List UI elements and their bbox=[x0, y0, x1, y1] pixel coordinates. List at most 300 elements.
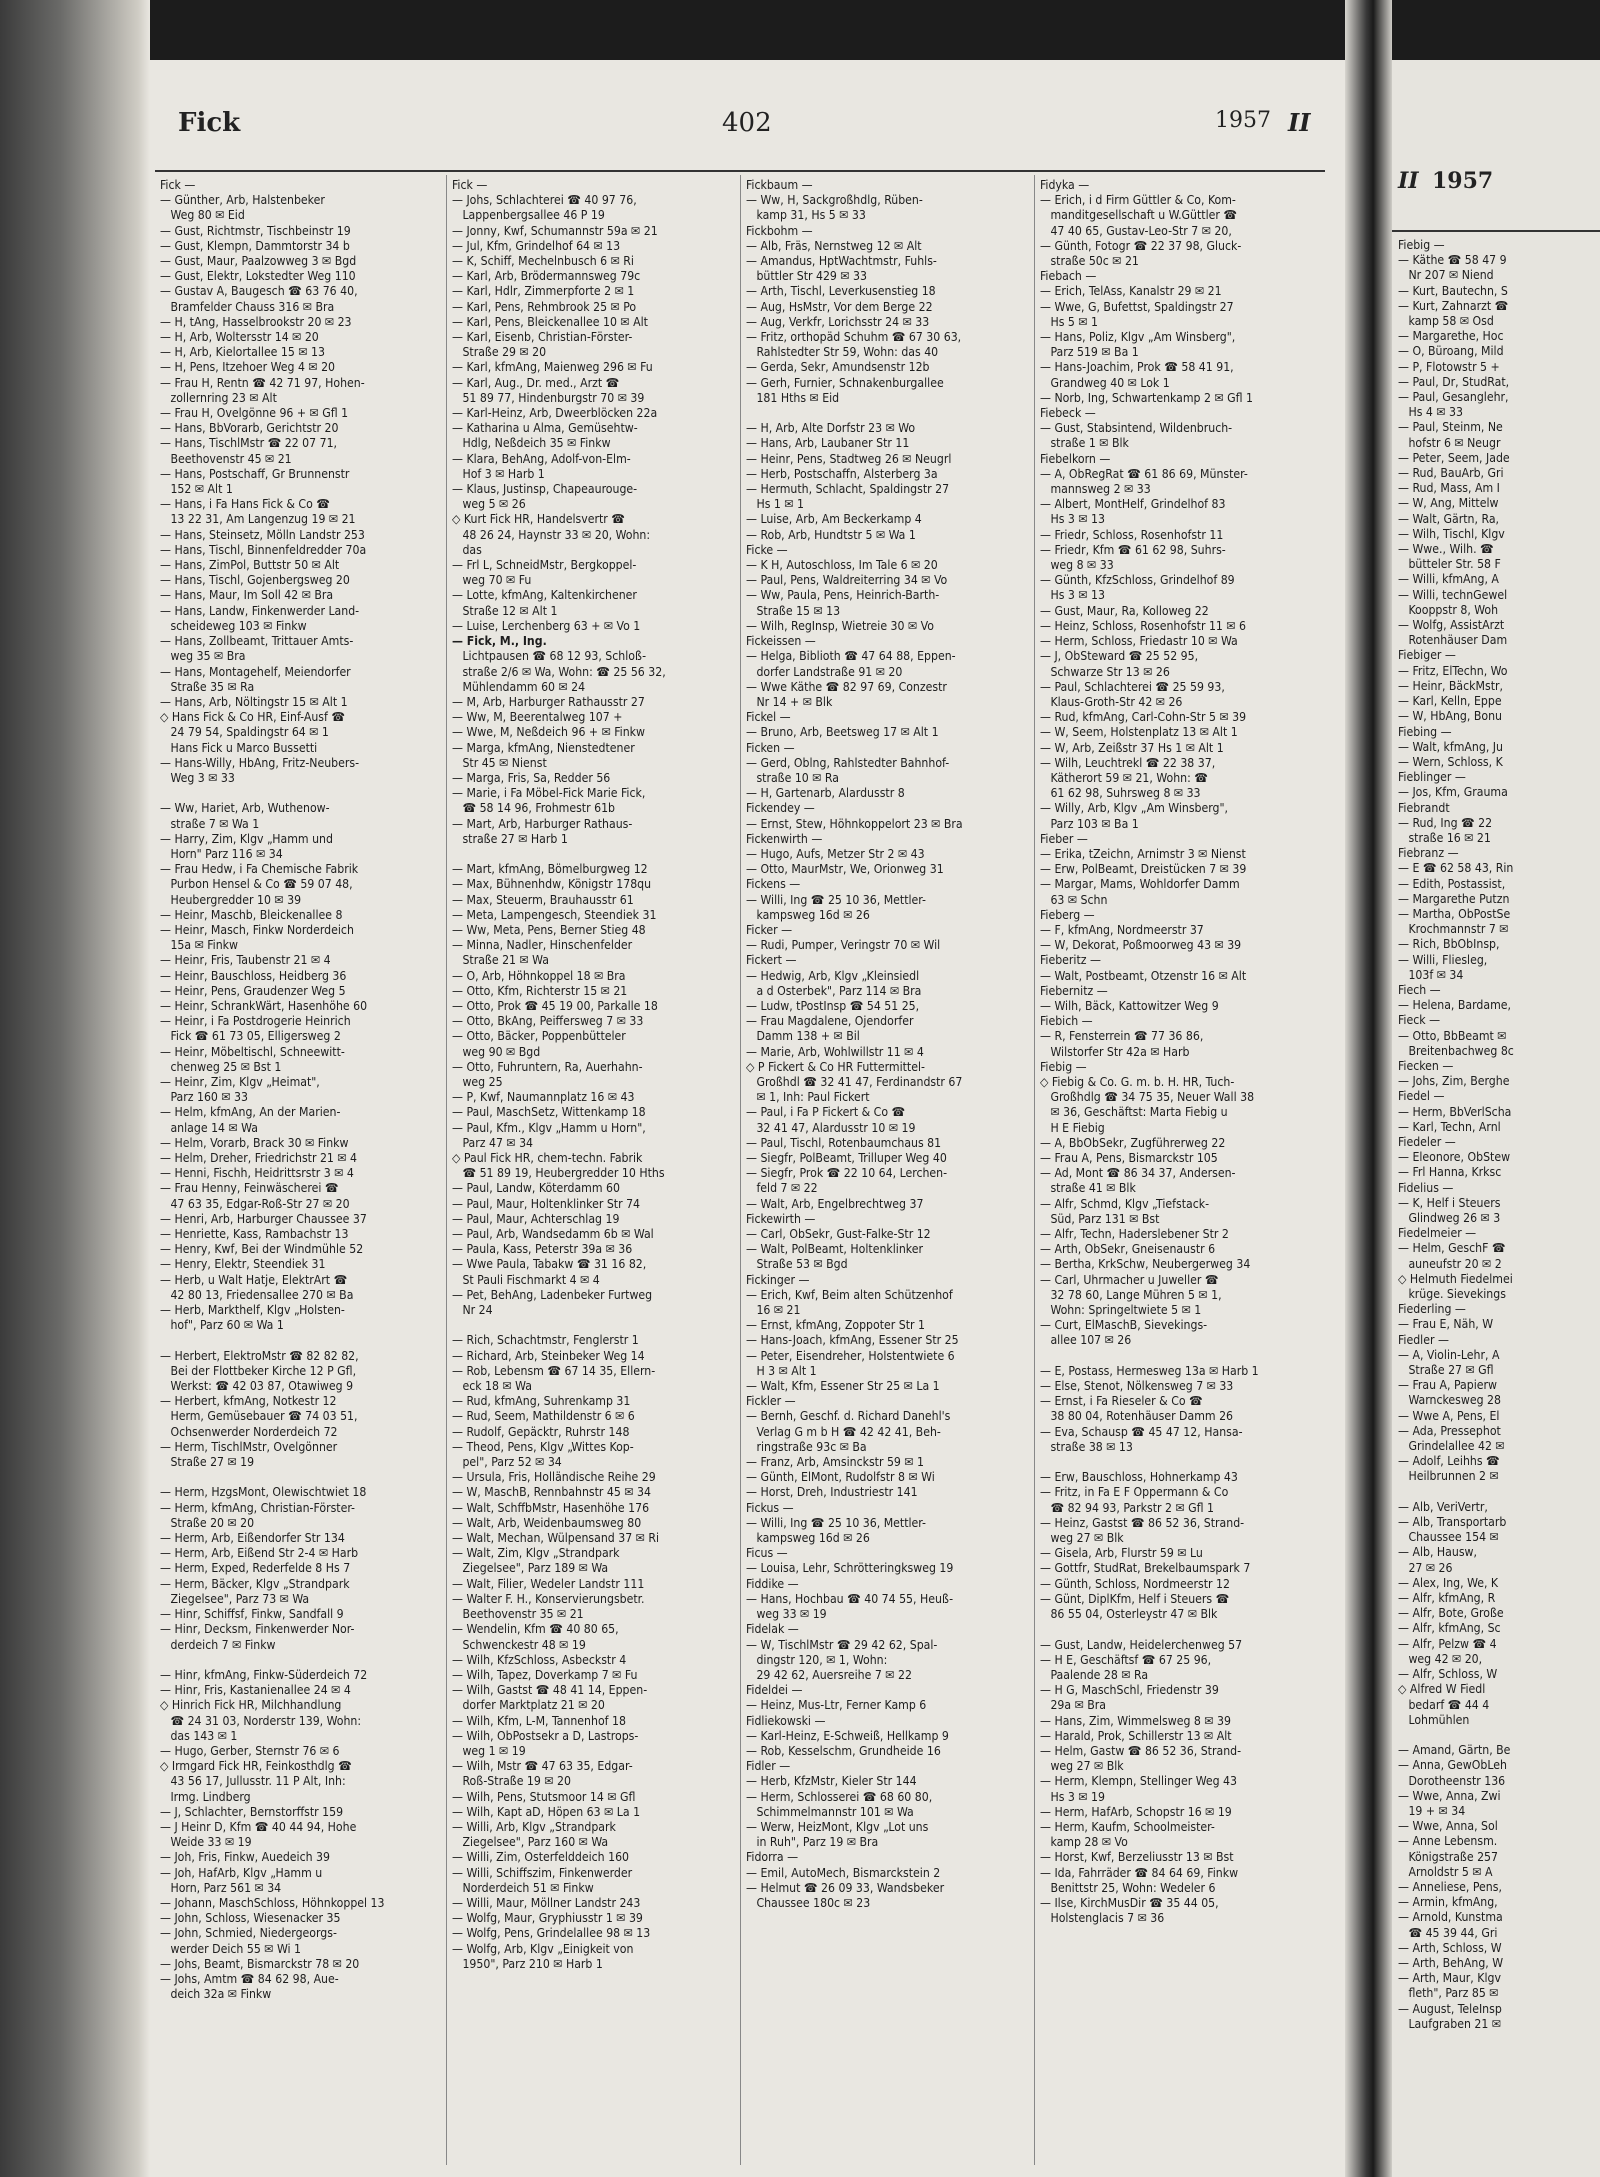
directory-entry-line: straße 10 ✉ Ra bbox=[746, 770, 839, 785]
directory-entry-line: — Helga, Biblioth ☎ 47 64 88, Eppen- bbox=[746, 649, 956, 664]
directory-entry-line: — Walt, Filier, Wedeler Landstr 111 bbox=[452, 1576, 645, 1591]
directory-entry-line: — Alfr, kfmAng, R bbox=[1398, 1591, 1496, 1606]
directory-entry-line: — Albert, MontHelf, Grindelhof 83 bbox=[1040, 497, 1226, 512]
directory-entry-line: — Rud, Seem, Mathildenstr 6 ✉ 6 bbox=[452, 1409, 635, 1424]
directory-entry-line: — John, Schloss, Wiesenacker 35 bbox=[160, 1911, 341, 1926]
directory-entry-line: Straße 15 ✉ 13 bbox=[746, 603, 841, 618]
directory-entry-line: — Willi, Maur, Möllner Landstr 243 bbox=[452, 1895, 641, 1910]
directory-entry-line: 19 + ✉ 34 bbox=[1398, 1803, 1466, 1818]
directory-entry-line: 86 55 04, Osterleystr 47 ✉ Blk bbox=[1040, 1607, 1218, 1622]
directory-entry-line: — Theod, Pens, Klgv „Wittes Kop- bbox=[452, 1439, 634, 1454]
surname-heading: Fidliekowski — bbox=[746, 1713, 826, 1728]
directory-entry-line: H E Fiebig bbox=[1040, 1120, 1105, 1135]
directory-entry-line: Großhdl ☎ 32 41 47, Ferdinandstr 67 bbox=[746, 1074, 963, 1089]
directory-entry-line: bütteler Str. 58 F bbox=[1398, 557, 1501, 572]
directory-entry-line: — Carl, ObSekr, Gust-Falke-Str 12 bbox=[746, 1227, 931, 1242]
directory-entry-line: dingstr 120, ✉ 1, Wohn: bbox=[746, 1652, 888, 1667]
directory-entry-line: Horn, Parz 561 ✉ 34 bbox=[160, 1880, 282, 1895]
directory-entry-line: 32 78 60, Lange Mühren 5 ✉ 1, bbox=[1040, 1287, 1222, 1302]
directory-entry-line: 47 40 65, Gustav-Leo-Str 7 ✉ 20, bbox=[1040, 223, 1232, 238]
directory-entry-line: — Hans, Landw, Finkenwerder Land- bbox=[160, 603, 360, 618]
directory-entry-line: 24 79 54, Spaldingstr 64 ✉ 1 bbox=[160, 725, 329, 740]
directory-entry-line: kamp 28 ✉ Vo bbox=[1040, 1835, 1128, 1850]
surname-heading: Fiebelkorn — bbox=[1040, 451, 1111, 466]
surname-heading: Fiebach — bbox=[1040, 269, 1097, 284]
directory-entry-line: Ziegelsee", Parz 189 ✉ Wa bbox=[452, 1561, 609, 1576]
directory-entry-line: — Herb, KfzMstr, Kieler Str 144 bbox=[746, 1774, 917, 1789]
surname-heading: Fiedelmeier — bbox=[1398, 1226, 1477, 1241]
directory-entry-line: Irmg. Lindberg bbox=[160, 1789, 251, 1804]
directory-entry-line: 32 41 47, Alardusstr 10 ✉ 19 bbox=[746, 1120, 916, 1135]
directory-entry-line: — Alfr, Bote, Große bbox=[1398, 1606, 1504, 1621]
directory-entry-line: ☎ 51 89 19, Heubergredder 10 Hths bbox=[452, 1166, 665, 1181]
directory-entry-line: straße 2/6 ✉ Wa, Wohn: ☎ 25 56 32, bbox=[452, 664, 666, 679]
directory-entry-line: — Mart, kfmAng, Bömelburgweg 12 bbox=[452, 862, 648, 877]
directory-entry-line: Ziegelsee", Parz 73 ✉ Wa bbox=[160, 1591, 310, 1606]
surname-heading: Fieber — bbox=[1040, 831, 1088, 846]
directory-entry-line: 16 ✉ 21 bbox=[746, 1303, 801, 1318]
directory-entry-line: — Harry, Zim, Klgv „Hamm und bbox=[160, 831, 333, 846]
directory-entry-line: kampsweg 16d ✉ 26 bbox=[746, 907, 870, 922]
directory-entry-line: — Fritz, in Fa E F Oppermann & Co bbox=[1040, 1485, 1229, 1500]
directory-entry-line: — Friedr, Kfm ☎ 61 62 98, Suhrs- bbox=[1040, 542, 1226, 557]
directory-entry-line: — Günther, Arb, Halstenbeker bbox=[160, 193, 325, 208]
directory-entry-line: — Louisa, Lehr, Schrötteringksweg 19 bbox=[746, 1561, 954, 1576]
directory-entry-line: — Herm, HzgsMont, Olewischtwiet 18 bbox=[160, 1485, 367, 1500]
directory-entry-line bbox=[1040, 1349, 1335, 1364]
directory-entry-line: — Heinr, Fris, Taubenstr 21 ✉ 4 bbox=[160, 953, 331, 968]
directory-entry-line: — Walter F. H., Konservierungsbetr. bbox=[452, 1591, 645, 1606]
directory-entry-line: — Willi, Schiffszim, Finkenwerder bbox=[452, 1865, 633, 1880]
directory-entry-line: — Wilh, Bäck, Kattowitzer Weg 9 bbox=[1040, 998, 1219, 1013]
book-spine bbox=[1345, 0, 1392, 2177]
surname-heading: Fidyka — bbox=[1040, 178, 1090, 192]
directory-entry-line: — R, Fensterrein ☎ 77 36 86, bbox=[1040, 1029, 1204, 1044]
directory-entry-line: — Ida, Fahrräder ☎ 84 64 69, Finkw bbox=[1040, 1865, 1239, 1880]
directory-entry-line: — Karl, Eisenb, Christian-Förster- bbox=[452, 330, 633, 345]
directory-entry-line: — Erw, Bauschloss, Hohnerkamp 43 bbox=[1040, 1470, 1238, 1485]
directory-entry-line: — Karl, Arb, Brödermannsweg 79c bbox=[452, 269, 641, 284]
directory-entry-line: — Eleonore, ObStew bbox=[1398, 1150, 1511, 1165]
surname-heading: Fickinger — bbox=[746, 1272, 810, 1287]
directory-entry-line: — Herm, kfmAng, Christian-Förster- bbox=[160, 1500, 356, 1515]
directory-entry-line: — Frau Hedw, i Fa Chemische Fabrik bbox=[160, 862, 359, 877]
directory-entry-line: straße 16 ✉ 21 bbox=[1398, 830, 1491, 845]
directory-entry-line: — Wilh, Kfm, L-M, Tannenhof 18 bbox=[452, 1713, 626, 1728]
directory-entry-line: — Hans, Tischl, Binnenfeldredder 70a bbox=[160, 542, 367, 557]
directory-entry-line: — John, Schmied, Niedergeorgs- bbox=[160, 1926, 337, 1941]
directory-entry-line: Straße 27 ✉ Gfl bbox=[1398, 1363, 1494, 1378]
directory-entry-line: — Herm, Schloss, Friedastr 10 ✉ Wa bbox=[1040, 634, 1238, 649]
surname-heading: Fiebich — bbox=[1040, 1014, 1093, 1029]
directory-entry-line: — Frau E, Näh, W bbox=[1398, 1317, 1494, 1332]
book-left-edge bbox=[0, 0, 150, 2177]
directory-entry-line: — Wilh, ObPostsekr a D, Lastrops- bbox=[452, 1728, 639, 1743]
directory-entry-line: ◇ Hinrich Fick HR, Milchhandlung bbox=[160, 1698, 342, 1713]
directory-entry-line: — Heinr, SchrankWärt, Hasenhöhe 60 bbox=[160, 998, 368, 1013]
directory-entry-line: — Paula, Kass, Peterstr 39a ✉ 36 bbox=[452, 1242, 633, 1257]
directory-entry-line: — H, Arb, Kielortallee 15 ✉ 13 bbox=[160, 345, 325, 360]
directory-entry-line: Kooppstr 8, Woh bbox=[1398, 602, 1499, 617]
directory-entry-line: — Karl, Pens, Rehmbrook 25 ✉ Po bbox=[452, 299, 637, 314]
directory-entry-line: — Alfr, kfmAng, Sc bbox=[1398, 1621, 1501, 1636]
directory-entry-line: — Walt, kfmAng, Ju bbox=[1398, 739, 1503, 754]
directory-entry-line: — K, Schiff, Mechelnbusch 6 ✉ Ri bbox=[452, 254, 634, 269]
directory-entry-line: — Paul, Schlachterei ☎ 25 59 93, bbox=[1040, 679, 1225, 694]
directory-entry-line: — Willi, technGewel bbox=[1398, 587, 1508, 602]
surname-heading: Fiecken — bbox=[1398, 1058, 1454, 1073]
directory-entry-line: weg 90 ✉ Bgd bbox=[452, 1044, 541, 1059]
directory-entry-line: Lappenbergsallee 46 P 19 bbox=[452, 208, 605, 223]
directory-entry-line: — Walt, Postbeamt, Otzenstr 16 ✉ Alt bbox=[1040, 968, 1247, 983]
directory-entry-line: — Herm, Kaufm, Schoolmeister- bbox=[1040, 1819, 1215, 1834]
directory-year: 1957 bbox=[1215, 108, 1271, 133]
directory-entry-line: — Heinr, Pens, Stadtweg 26 ✉ Neugrl bbox=[746, 451, 952, 466]
directory-entry-line: Purbon Hensel & Co ☎ 59 07 48, bbox=[160, 877, 353, 892]
directory-entry-line: Weg 3 ✉ 33 bbox=[160, 770, 235, 785]
directory-entry-line: Benittstr 25, Wohn: Wedeler 6 bbox=[1040, 1880, 1216, 1895]
column-3 bbox=[746, 178, 1036, 1911]
directory-entry-line: — Friedr, Schloss, Rosenhofstr 11 bbox=[1040, 527, 1224, 542]
directory-entry-line: — Willi, Ing ☎ 25 10 36, Mettler- bbox=[746, 892, 926, 907]
directory-entry-line: Kätherort 59 ✉ 21, Wohn: ☎ bbox=[1040, 770, 1208, 785]
directory-entry-line bbox=[160, 1470, 450, 1485]
directory-entry-line: — Mart, Arb, Harburger Rathaus- bbox=[452, 816, 633, 831]
directory-entry-line: — Hans, Arb, Laubaner Str 11 bbox=[746, 436, 910, 451]
directory-entry-line: — Wwe, G, Bufettst, Spaldingstr 27 bbox=[1040, 299, 1234, 314]
directory-entry-line: Straße 53 ✉ Bgd bbox=[746, 1257, 848, 1272]
directory-entry-line: — Henriette, Kass, Rambachstr 13 bbox=[160, 1227, 349, 1242]
directory-entry-line: 51 89 77, Hindenburgstr 70 ✉ 39 bbox=[452, 390, 645, 405]
directory-entry-line: Fick ☎ 61 73 05, Elligersweg 2 bbox=[160, 1029, 341, 1044]
directory-entry-line: 47 63 35, Edgar-Roß-Str 27 ✉ 20 bbox=[160, 1196, 350, 1211]
directory-entry-line: — H, Arb, Woltersstr 14 ✉ 20 bbox=[160, 330, 319, 345]
directory-entry-line: — Horst, Kwf, Berzeliusstr 13 ✉ Bst bbox=[1040, 1850, 1234, 1865]
surname-heading: Ficken — bbox=[746, 740, 795, 755]
surname-heading: Fickel — bbox=[746, 710, 791, 725]
directory-entry-line: Werkst: ☎ 42 03 87, Otawiweg 9 bbox=[160, 1379, 354, 1394]
directory-entry-line: — Karl, Aug., Dr. med., Arzt ☎ bbox=[452, 375, 620, 390]
directory-entry-line: — E ☎ 62 58 43, Rin bbox=[1398, 861, 1514, 876]
directory-entry-line: — Wwe Käthe ☎ 82 97 69, Conzestr bbox=[746, 679, 947, 694]
directory-entry-line: — Gust, Klempn, Dammtorstr 34 b bbox=[160, 238, 350, 253]
directory-entry-line: — Gust, Stabsintend, Wildenbruch- bbox=[1040, 421, 1233, 436]
directory-entry-line: — Johs, Zim, Berghe bbox=[1398, 1074, 1510, 1089]
directory-entry-line: Ziegelsee", Parz 160 ✉ Wa bbox=[452, 1835, 609, 1850]
directory-entry-line: — Frau Magdalene, Ojendorfer bbox=[746, 1014, 914, 1029]
directory-entry-line: Straße 12 ✉ Alt 1 bbox=[452, 603, 558, 618]
directory-entry-line: — Herm, BbVerlScha bbox=[1398, 1104, 1512, 1119]
directory-entry-line: — A, BbObSekr, Zugführerweg 22 bbox=[1040, 1135, 1226, 1150]
surname-heading: Fiebernitz — bbox=[1040, 983, 1108, 998]
directory-entry-line: Heubergredder 10 ✉ 39 bbox=[160, 892, 302, 907]
directory-entry-line: Rotenhäuser Dam bbox=[1398, 633, 1508, 648]
surname-heading: Fidelius — bbox=[1398, 1180, 1454, 1195]
next-page-header-rule bbox=[1392, 230, 1600, 232]
directory-entry-line: — H G, MaschSchl, Friedenstr 39 bbox=[1040, 1683, 1219, 1698]
directory-entry-line: ◇ Hans Fick & Co HR, Einf-Ausf ☎ bbox=[160, 710, 346, 725]
directory-entry-line: — Wern, Schloss, K bbox=[1398, 754, 1503, 769]
directory-entry-line: — Karl, Hdlr, Zimmerpforte 2 ✉ 1 bbox=[452, 284, 635, 299]
directory-entry-line: — Walt, Zim, Klgv „Strandpark bbox=[452, 1546, 620, 1561]
directory-entry-line: — Luise, Lerchenberg 63 + ✉ Vo 1 bbox=[452, 618, 641, 633]
surname-heading: Fiebrandt bbox=[1398, 800, 1450, 815]
directory-entry-line: — Frl L, SchneidMstr, Bergkoppel- bbox=[452, 558, 637, 573]
directory-entry-line: — Helm, Dreher, Friedrichstr 21 ✉ 4 bbox=[160, 1151, 358, 1165]
directory-entry-line: — Hans, Zim, Wimmelsweg 8 ✉ 39 bbox=[1040, 1713, 1231, 1728]
surname-heading: Fidorra — bbox=[746, 1850, 799, 1865]
directory-entry-line: — Wilh, Tapez, Doverkamp 7 ✉ Fu bbox=[452, 1667, 638, 1682]
directory-entry-line: — Alb, Fräs, Nernstweg 12 ✉ Alt bbox=[746, 238, 922, 253]
directory-entry-line: weg 70 ✉ Fu bbox=[452, 573, 532, 588]
directory-entry-line: — Henry, Kwf, Bei der Windmühle 52 bbox=[160, 1242, 364, 1257]
directory-entry-line: 43 56 17, Jullusstr. 11 P Alt, Inh: bbox=[160, 1774, 346, 1789]
directory-entry-line: — Alb, Transportarb bbox=[1398, 1515, 1507, 1530]
directory-entry-line: — August, TeleInsp bbox=[1398, 2001, 1502, 2016]
directory-entry-line: — Gerh, Furnier, Schnakenburgallee bbox=[746, 375, 944, 390]
directory-entry-line: feld 7 ✉ 22 bbox=[746, 1181, 818, 1196]
directory-entry-line: — Karl-Heinz, E-Schweiß, Hellkamp 9 bbox=[746, 1728, 949, 1743]
directory-entry-line: — Rud, Mass, Am I bbox=[1398, 481, 1500, 496]
directory-entry-line: Hdlg, Neßdeich 35 ✉ Finkw bbox=[452, 436, 611, 451]
column-divider bbox=[1034, 175, 1035, 2165]
directory-entry-line: Verlag G m b H ☎ 42 42 41, Beh- bbox=[746, 1424, 941, 1439]
directory-entry-line: — Gerd, Oblng, Rahlstedter Bahnhof- bbox=[746, 755, 950, 770]
directory-entry-line: — Otto, Kfm, Richterstr 15 ✉ 21 bbox=[452, 983, 628, 998]
surname-heading: Fickler — bbox=[746, 1394, 796, 1409]
directory-entry-line: — Marga, kfmAng, Nienstedtener bbox=[452, 740, 635, 755]
directory-entry-line: — Gottfr, StudRat, Brekelbaumspark 7 bbox=[1040, 1561, 1251, 1576]
directory-entry-line: — E, Postass, Hermesweg 13a ✉ Harb 1 bbox=[1040, 1363, 1259, 1378]
directory-entry-line: — Wendelin, Kfm ☎ 40 80 65, bbox=[452, 1622, 619, 1637]
directory-entry-line: — Rudolf, Gepäcktr, Ruhrstr 148 bbox=[452, 1424, 630, 1439]
directory-entry-line: — Johs, Amtm ☎ 84 62 98, Aue- bbox=[160, 1971, 339, 1986]
directory-entry-line: — Rob, Kesselschm, Grundheide 16 bbox=[746, 1743, 941, 1758]
directory-entry-line: a d Osterbek", Parz 114 ✉ Bra bbox=[746, 983, 922, 998]
directory-entry-line: — Pet, BehAng, Ladenbeker Furtweg bbox=[452, 1287, 653, 1302]
directory-entry-line: — Gust, Landw, Heidelerchenweg 57 bbox=[1040, 1637, 1243, 1652]
directory-entry-line: Holstenglacis 7 ✉ 36 bbox=[1040, 1911, 1165, 1926]
directory-entry-line: — Frau A, Papierw bbox=[1398, 1378, 1497, 1393]
directory-entry-line: — Wolfg, Maur, Gryphiusstr 1 ✉ 39 bbox=[452, 1911, 643, 1926]
directory-entry-line: — Walt, Mechan, Wülpensand 37 ✉ Ri bbox=[452, 1531, 660, 1546]
directory-entry-line: Hs 3 ✉ 19 bbox=[1040, 1789, 1105, 1804]
directory-entry-line: — Helm, GeschF ☎ bbox=[1398, 1241, 1506, 1256]
directory-entry-line: — Ernst, Stew, Höhnkoppelort 23 ✉ Bra bbox=[746, 816, 963, 831]
surname-heading: Fidler — bbox=[746, 1759, 791, 1774]
directory-entry-line: ◇ Irmgard Fick HR, Feinkosthdlg ☎ bbox=[160, 1759, 352, 1774]
directory-entry-line: — Hans, Maur, Im Soll 42 ✉ Bra bbox=[160, 588, 334, 603]
surname-heading: Fiebig — bbox=[1398, 238, 1445, 252]
directory-entry-line: — Rich, Schachtmstr, Fenglerstr 1 bbox=[452, 1333, 639, 1348]
directory-entry-line: — Hinr, kfmAng, Finkw-Süderdeich 72 bbox=[160, 1667, 368, 1682]
surname-heading: Fieck — bbox=[1398, 1013, 1441, 1028]
directory-entry-line: Nr 24 bbox=[452, 1303, 493, 1318]
directory-entry-line: — Heinr, BäckMstr, bbox=[1398, 678, 1503, 693]
directory-entry-line: — Klaus, Justinsp, Chapeaurouge- bbox=[452, 482, 638, 497]
directory-entry-line: — Frau H, Rentn ☎ 42 71 97, Hohen- bbox=[160, 375, 365, 390]
directory-entry-line: — Gerda, Sekr, Amundsenstr 12b bbox=[746, 360, 930, 375]
directory-entry-line: — Fritz, ElTechn, Wo bbox=[1398, 663, 1508, 678]
directory-entry-line: — Richard, Arb, Steinbeker Weg 14 bbox=[452, 1348, 645, 1363]
directory-entry-line: 61 62 98, Suhrsweg 8 ✉ 33 bbox=[1040, 786, 1201, 801]
directory-entry-line: — Paul, Gesanglehr, bbox=[1398, 390, 1509, 405]
directory-entry-line: — H, tAng, Hasselbrookstr 20 ✉ 23 bbox=[160, 314, 352, 329]
directory-entry-line: — Hans-Joachim, Prok ☎ 58 41 91, bbox=[1040, 360, 1234, 375]
directory-entry-line: — Erich, Kwf, Beim alten Schützenhof bbox=[746, 1287, 953, 1302]
directory-entry-line: — W, TischlMstr ☎ 29 42 62, Spal- bbox=[746, 1637, 938, 1652]
directory-entry-line: 15a ✉ Finkw bbox=[160, 938, 238, 953]
directory-entry-line: ◇ Paul Fick HR, chem-techn. Fabrik bbox=[452, 1151, 643, 1165]
directory-entry-line: — Alex, Ing, We, K bbox=[1398, 1575, 1499, 1590]
directory-entry-line: — Adolf, Leihhs ☎ bbox=[1398, 1454, 1500, 1469]
directory-entry-line: — Peter, Eisendreher, Holstentwiete 6 bbox=[746, 1348, 955, 1363]
directory-entry-line: — Rich, BbObInsp, bbox=[1398, 937, 1500, 952]
directory-entry-line: — Günth, Fotogr ☎ 22 37 98, Gluck- bbox=[1040, 238, 1242, 253]
directory-entry-line: Weide 33 ✉ 19 bbox=[160, 1835, 252, 1850]
directory-entry-line: Wilstorfer Str 42a ✉ Harb bbox=[1040, 1044, 1190, 1059]
directory-entry-line: Süd, Parz 131 ✉ Bst bbox=[1040, 1211, 1160, 1226]
directory-entry-line: — Helmut ☎ 26 09 33, Wandsbeker bbox=[746, 1880, 945, 1895]
directory-entry-line: straße 50c ✉ 21 bbox=[1040, 254, 1139, 269]
directory-entry-line: — Hans, BbVorarb, Gerichtstr 20 bbox=[160, 421, 339, 436]
directory-entry-line: Klaus-Groth-Str 42 ✉ 26 bbox=[1040, 694, 1183, 709]
directory-entry-line: — Walt, Arb, Weidenbaumsweg 80 bbox=[452, 1515, 642, 1530]
directory-entry-line: — Gust, Maur, Paalzowweg 3 ✉ Bgd bbox=[160, 254, 357, 269]
directory-entry-line: — Willy, Arb, Klgv „Am Winsberg", bbox=[1040, 801, 1229, 816]
directory-entry-line: — Kurt, Zahnarzt ☎ bbox=[1398, 298, 1509, 313]
directory-entry-line: Heilbrunnen 2 ✉ bbox=[1398, 1469, 1499, 1484]
directory-entry-line: — Ww, Hariet, Arb, Wuthenow- bbox=[160, 801, 330, 816]
directory-entry-line: ◇ Helmuth Fiedelmei bbox=[1398, 1271, 1513, 1286]
directory-entry-line: — Peter, Seem, Jade bbox=[1398, 450, 1510, 465]
directory-entry-line: — Hinr, Schiffsf, Finkw, Sandfall 9 bbox=[160, 1607, 344, 1622]
directory-entry-line: — Arth, BehAng, W bbox=[1398, 1955, 1504, 1970]
directory-entry-line: — W, Arb, Zeißstr 37 Hs 1 ✉ Alt 1 bbox=[1040, 740, 1224, 755]
directory-entry-line: Horn" Parz 116 ✉ 34 bbox=[160, 846, 283, 861]
directory-entry-line: — Hugo, Aufs, Metzer Str 2 ✉ 43 bbox=[746, 846, 925, 861]
directory-entry-line: — Karl, Techn, Arnl bbox=[1398, 1119, 1501, 1134]
directory-entry-line: — Rudi, Pumper, Veringstr 70 ✉ Wil bbox=[746, 938, 941, 953]
directory-entry-line bbox=[160, 1333, 450, 1348]
directory-entry-line: — Alb, Hausw, bbox=[1398, 1545, 1477, 1560]
directory-entry-line: in Ruh", Parz 19 ✉ Bra bbox=[746, 1835, 879, 1850]
surname-heading: Fideldei — bbox=[746, 1683, 803, 1698]
directory-entry-line: ◇ Fiebig & Co. G. m. b. H. HR, Tuch- bbox=[1040, 1074, 1235, 1089]
directory-entry-line: weg 27 ✉ Blk bbox=[1040, 1531, 1124, 1546]
surname-heading: Fidelak — bbox=[746, 1622, 799, 1637]
directory-entry-line: ☎ 58 14 96, Frohmestr 61b bbox=[452, 801, 616, 816]
directory-entry-line: — Willi, Fliesleg, bbox=[1398, 952, 1488, 967]
directory-entry-line: — Heinz, Gastst ☎ 86 52 36, Strand- bbox=[1040, 1515, 1245, 1530]
directory-entry-line: krüge. Sievekings bbox=[1398, 1287, 1506, 1302]
directory-entry-line: — Hans, TischlMstr ☎ 22 07 71, bbox=[160, 436, 338, 451]
directory-entry-line: — Walt, Gärtn, Ra, bbox=[1398, 511, 1500, 526]
directory-entry-line: 13 22 31, Am Langenzug 19 ✉ 21 bbox=[160, 512, 356, 527]
surname-heading: Fieberg — bbox=[1040, 907, 1095, 922]
directory-entry-line: 29 42 62, Auersreihe 7 ✉ 22 bbox=[746, 1667, 912, 1682]
page-number: 402 bbox=[722, 108, 772, 138]
directory-entry-line: — Bruno, Arb, Beetsweg 17 ✉ Alt 1 bbox=[746, 725, 939, 740]
directory-entry-line bbox=[160, 786, 450, 801]
directory-entry-line: — Amandus, HptWachtmstr, Fuhls- bbox=[746, 254, 937, 269]
directory-entry-line: — Siegfr, Prok ☎ 22 10 64, Lerchen- bbox=[746, 1166, 948, 1181]
directory-entry-line: — Walt, Kfm, Essener Str 25 ✉ La 1 bbox=[746, 1379, 940, 1394]
directory-entry-line: — Herm, Schlosserei ☎ 68 60 80, bbox=[746, 1789, 933, 1804]
directory-entry-line: — Otto, BkAng, Peiffersweg 7 ✉ 33 bbox=[452, 1014, 644, 1029]
directory-entry-line: — Käthe ☎ 58 47 9 bbox=[1398, 253, 1507, 268]
directory-entry-line: — Heinr, Möbeltischl, Schneewitt- bbox=[160, 1044, 345, 1059]
directory-entry-line: — Wolfg, Arb, Klgv „Einigkeit von bbox=[452, 1941, 634, 1956]
directory-entry-line bbox=[1398, 1728, 1598, 1743]
directory-entry-line: ☎ 24 31 03, Norderstr 139, Wohn: bbox=[160, 1713, 362, 1728]
directory-entry-line: — Ww, H, Sackgroßhdlg, Rüben- bbox=[746, 193, 923, 208]
directory-entry-line: — Otto, MaurMstr, We, Orionweg 31 bbox=[746, 862, 944, 877]
directory-entry-line: — Ursula, Fris, Holländische Reihe 29 bbox=[452, 1470, 656, 1485]
directory-entry-line: — H, Pens, Itzehoer Weg 4 ✉ 20 bbox=[160, 360, 336, 375]
surname-heading: Fiech — bbox=[1398, 982, 1441, 997]
directory-entry-line: — Harald, Prok, Schillerstr 13 ✉ Alt bbox=[1040, 1728, 1232, 1743]
directory-entry-line: — Norb, Ing, Schwartenkamp 2 ✉ Gfl 1 bbox=[1040, 390, 1253, 405]
directory-entry-line: dorfer Marktplatz 21 ✉ 20 bbox=[452, 1698, 605, 1713]
directory-entry-line: Nr 14 + ✉ Blk bbox=[746, 694, 833, 709]
directory-entry-line: straße 27 ✉ Harb 1 bbox=[452, 831, 568, 846]
directory-entry-line: — Wwe, Anna, Zwi bbox=[1398, 1788, 1501, 1803]
directory-entry-line: — Arth, ObSekr, Gneisenaustr 6 bbox=[1040, 1242, 1216, 1257]
surname-heading: Fickeissen — bbox=[746, 634, 816, 649]
directory-entry-line: — Horst, Dreh, Industriestr 141 bbox=[746, 1485, 918, 1500]
directory-entry-line: — Max, Steuerm, Brauhausstr 61 bbox=[452, 892, 634, 907]
directory-entry-line: — Erich, TelAss, Kanalstr 29 ✉ 21 bbox=[1040, 284, 1222, 299]
surname-heading: Fick — bbox=[160, 178, 196, 192]
directory-entry-line: — Wolfg, AssistArzt bbox=[1398, 618, 1505, 633]
directory-entry-line: — Otto, Fuhruntern, Ra, Auerhahn- bbox=[452, 1059, 643, 1074]
directory-entry-line: — Herbert, kfmAng, Notkestr 12 bbox=[160, 1394, 337, 1409]
directory-entry-line: kamp 31, Hs 5 ✉ 33 bbox=[746, 208, 866, 223]
directory-entry-line: Hans Fick u Marco Bussetti bbox=[160, 740, 318, 755]
surname-heading: Fiddike — bbox=[746, 1576, 799, 1591]
directory-entry-line: Hs 3 ✉ 13 bbox=[1040, 512, 1105, 527]
directory-entry-line: kampsweg 16d ✉ 26 bbox=[746, 1531, 870, 1546]
directory-entry-line: — Hugo, Gerber, Sternstr 76 ✉ 6 bbox=[160, 1743, 340, 1758]
directory-entry-line: — Johann, MaschSchloss, Höhnkoppel 13 bbox=[160, 1895, 385, 1910]
directory-entry-line: — Helm, kfmAng, An der Marien- bbox=[160, 1105, 341, 1120]
directory-entry-line: Hs 5 ✉ 1 bbox=[1040, 314, 1098, 329]
directory-entry-line: — Herm, HafArb, Schopstr 16 ✉ 19 bbox=[1040, 1804, 1232, 1819]
directory-entry-line: — Rud, Ing ☎ 22 bbox=[1398, 815, 1493, 830]
directory-entry-line: — Hans, Postschaff, Gr Brunnenstr bbox=[160, 466, 350, 481]
directory-entry-line: — Herb, u Walt Hatje, ElektrArt ☎ bbox=[160, 1272, 348, 1287]
directory-entry-line: straße 1 ✉ Blk bbox=[1040, 436, 1129, 451]
directory-entry-line: — Anne Lebensm. bbox=[1398, 1834, 1498, 1849]
directory-entry-line: — Alfr, Schloss, W bbox=[1398, 1667, 1498, 1682]
directory-entry-line: — Herm, Arb, Eißend Str 2-4 ✉ Harb bbox=[160, 1546, 359, 1561]
directory-entry-line: — Herbert, ElektroMstr ☎ 82 82 82, bbox=[160, 1348, 359, 1363]
directory-entry-line: — Günth, KfzSchloss, Grindelhof 89 bbox=[1040, 573, 1235, 588]
directory-entry-line: — Hans, Arb, Nöltingstr 15 ✉ Alt 1 bbox=[160, 694, 348, 709]
directory-entry-line: — J, ObSteward ☎ 25 52 95, bbox=[1040, 649, 1199, 664]
column-divider bbox=[740, 175, 741, 2165]
directory-entry-line: — O, Arb, Höhnkoppel 18 ✉ Bra bbox=[452, 968, 626, 983]
next-page-roman: II bbox=[1398, 168, 1419, 194]
directory-entry-line: — Wilh, Tischl, Klgv bbox=[1398, 526, 1505, 541]
directory-entry-line: Mühlendamm 60 ✉ 24 bbox=[452, 679, 586, 694]
directory-entry-line: — Hans, Tischl, Gojenbergsweg 20 bbox=[160, 573, 350, 588]
directory-entry-line: — H E, Geschäftsf ☎ 67 25 96, bbox=[1040, 1652, 1212, 1667]
directory-entry-line: — Hans, Poliz, Klgv „Am Winsberg", bbox=[1040, 330, 1236, 345]
directory-entry-line: — Willi, Ing ☎ 25 10 36, Mettler- bbox=[746, 1515, 926, 1530]
directory-entry-line: Rahlstedter Str 59, Wohn: das 40 bbox=[746, 345, 939, 360]
